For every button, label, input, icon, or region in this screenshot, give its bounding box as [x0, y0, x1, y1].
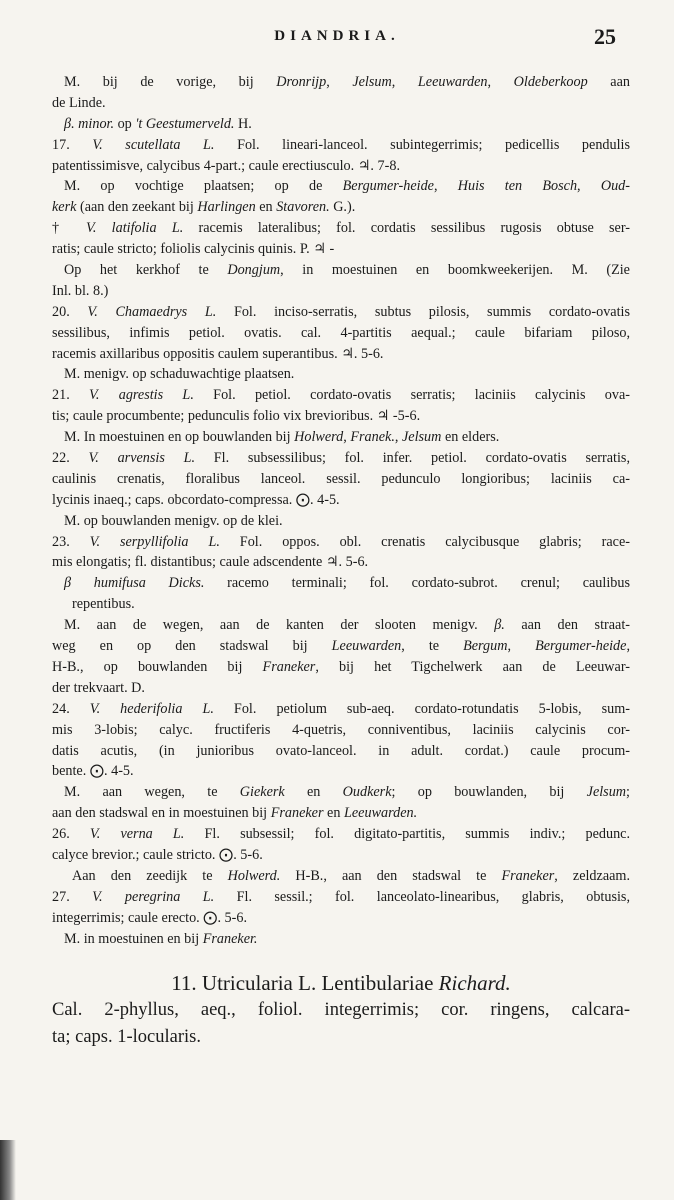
italic-run: V. hederifolia L. [89, 700, 214, 717]
text-line [52, 699, 630, 720]
section-heading-genus: 11. Utricularia L. [171, 971, 322, 996]
italic-run: Jelsum [401, 429, 442, 446]
italic-run: Leeuwarden. [343, 805, 418, 822]
text-run: patentissimisve, calycibus 4-part.; caule erectiusculo. ♃. 7-8. [52, 157, 400, 174]
text-run: 20. [52, 303, 88, 320]
text-run: , [507, 638, 536, 655]
text-run: , [391, 74, 418, 90]
italic-run: 't Geestumerveld. [135, 115, 235, 132]
italic-run: Franeker [501, 867, 555, 884]
text-line [52, 657, 630, 678]
text-line [52, 93, 630, 114]
italic-run: V. serpyllifolia L. [89, 533, 220, 550]
text-line [52, 427, 630, 448]
text-run: ratis; caule stricto; foliolis calycinis quinis. P. ♃ - [52, 241, 335, 258]
text-line [52, 615, 630, 636]
text-run: racemis axillaribus oppositis caulem superantibus. ♃. 5-6. [52, 345, 384, 362]
text-line [52, 741, 630, 762]
body-text [52, 72, 630, 1051]
text-run: 24. [52, 700, 90, 717]
text-run: , bij het Tigchelwerk aan de Leeuwar- [315, 658, 630, 675]
page-number: 25 [594, 24, 616, 49]
text-line [52, 114, 630, 135]
text-run: M. in moestuinen en bij [64, 930, 203, 947]
italic-run: Holwerd. [227, 867, 281, 884]
italic-run: V. agrestis L. [89, 387, 194, 404]
italic-run: V. latifolia L. [86, 220, 184, 237]
text-run: 27. [52, 888, 93, 905]
text-line [52, 720, 630, 741]
text-line [52, 239, 630, 260]
text-run: , [626, 638, 630, 655]
text-run: op [114, 115, 136, 132]
italic-run: Oud- [600, 178, 630, 195]
text-run: Fl. sessil.; fol. lanceolato-linearibus, glabris, obtusis, [214, 888, 630, 905]
text-run: , zeldzaam. [554, 867, 630, 884]
text-line [52, 803, 630, 824]
italic-run: Dronrijp [276, 74, 327, 90]
text-run: en [255, 199, 277, 216]
text-line [52, 344, 630, 365]
text-line [52, 385, 630, 406]
italic-run: V. scutellata L. [92, 136, 215, 153]
text-run: ; op bouwlanden, bij [391, 784, 587, 801]
text-run: , [394, 429, 402, 446]
text-line [52, 469, 630, 490]
text-run: de Linde. [52, 94, 106, 111]
text-run: Fol. petiol. cordato-ovatis serratis; laciniis calycinis ova- [193, 387, 630, 404]
italic-run: Bergum [463, 638, 508, 655]
text-run: 21. [52, 387, 90, 404]
text-run: , [343, 429, 351, 446]
italic-run: Stavoren. [276, 199, 330, 216]
text-line [52, 260, 630, 281]
section-description-line: Cal. 2-phyllus, aeq., foliol. integerrimis; cor. ringens, calcara- [52, 1000, 630, 1021]
text-run: , [433, 178, 458, 195]
text-run: aan den stadswal en in moestuinen bij [52, 805, 271, 822]
page-header [0, 24, 674, 52]
italic-run: V. arvensis L. [88, 450, 196, 467]
text-run: en [323, 805, 344, 822]
italic-run: β humifusa Dicks. [64, 575, 205, 592]
text-run: der trekvaart. D. [52, 679, 145, 696]
text-run: aan den straat- [504, 617, 630, 634]
italic-run: β. [494, 617, 505, 634]
text-run: M. aan wegen, te [64, 784, 240, 801]
text-run: Fol. inciso-serratis, subtus pilosis, summis cordato-ovatis [216, 303, 630, 320]
text-line [52, 281, 630, 302]
italic-run: Leeuwarden [331, 638, 402, 655]
text-run: Fol. petiolum sub-aeq. cordato-rotundatis 5-lobis, sum- [213, 700, 630, 717]
text-line [52, 490, 630, 511]
text-run: Fol. oppos. obl. crenatis calycibusque glabris; race- [219, 533, 630, 550]
text-run: racemo terminali; fol. cordato-subrot. crenul; caulibus [204, 575, 630, 592]
text-run: 17. [52, 136, 93, 153]
text-line [52, 72, 630, 93]
text-line [52, 845, 630, 866]
text-run: Inl. bl. 8.) [52, 282, 109, 299]
text-run: , [487, 74, 514, 90]
italic-run: Oudkerk [342, 784, 392, 801]
text-run: M. bij de vorige, bij [64, 74, 277, 90]
italic-run: Bergumer-heide [535, 638, 627, 655]
text-run: calyce brevior.; caule stricto. ⨀. 5-6. [52, 846, 263, 863]
italic-run: β. minor. [64, 115, 115, 132]
italic-run: Oldeberkoop [513, 74, 588, 90]
text-run: H-B., op bouwlanden bij [52, 658, 263, 675]
section-description [52, 997, 630, 1051]
text-line [52, 887, 630, 908]
italic-run: Jelsum [352, 74, 392, 90]
text-run: Op het kerkhof te [64, 262, 228, 279]
text-run: G.). [329, 199, 356, 216]
text-run: racemis lateralibus; fol. cordatis sessilibus rugosis obtuse ser- [183, 220, 630, 237]
text-line [52, 908, 630, 929]
italic-run: V. verna L. [89, 826, 185, 843]
running-title: DIANDRIA. [274, 28, 400, 44]
text-line [52, 406, 630, 427]
text-line [52, 782, 630, 803]
section-heading-author: Richard. [438, 971, 511, 996]
text-run: mis 3-lobis; calyc. fructiferis 4-quetris, conniventibus, laciniis calycinis cor- [52, 721, 630, 738]
text-line [52, 761, 630, 782]
text-run: H. [234, 115, 252, 132]
text-run: , [326, 74, 353, 90]
text-run: lycinis inaeq.; caps. obcordato-compressa. ⨀. 4-5. [52, 491, 340, 508]
italic-run: Holwerd [294, 429, 344, 446]
text-line [52, 197, 630, 218]
italic-run: Huis ten Bosch [457, 178, 578, 195]
text-run: sessilibus, infimis petiol. ovatis. cal. 4-partitis aequal.; caule bifariam piloso, [52, 324, 630, 341]
text-run: , te [401, 638, 464, 655]
text-run: repentibus. [72, 596, 135, 613]
italic-run: Leeuwarden [417, 74, 488, 90]
italic-run: Jelsum [586, 784, 627, 801]
section-gap [52, 949, 630, 965]
text-run: datis acutis, (in junioribus ovato-lanceol. in adult. cordat.) caule procum- [52, 742, 630, 759]
text-run: 26. [52, 826, 90, 843]
section-heading [52, 969, 630, 997]
text-run: tis; caule procumbente; pedunculis folio vix brevioribus. ♃ -5-6. [52, 408, 421, 425]
section-heading-family: Lentibulariae [321, 971, 439, 996]
italic-run: V. Chamaedrys L. [87, 303, 217, 320]
text-run: Aan den zeedijk te [72, 867, 228, 884]
text-line [52, 156, 630, 177]
page-edge-shadow [0, 1140, 16, 1200]
text-run: caulinis crenatis, floralibus lanceol. sessil. pedunculo longioribus; laciniis ca- [52, 470, 630, 487]
text-run: M. In moestuinen en op bouwlanden bij [64, 429, 295, 446]
text-line [52, 302, 630, 323]
text-line [52, 866, 630, 887]
text-line [52, 594, 630, 615]
text-line [52, 218, 630, 239]
text-line [52, 532, 630, 553]
text-line [52, 678, 630, 699]
text-run: , in moestuinen en boomkweekerijen. M. (Zie [280, 262, 630, 279]
text-run: integerrimis; caule erecto. ⨀. 5-6. [52, 909, 248, 926]
text-run: † [52, 220, 87, 237]
text-run: mis elongatis; fl. distantibus; caule adscendente ♃. 5-6. [52, 554, 369, 571]
italic-run: Franeker [270, 805, 324, 822]
text-run: , [577, 178, 601, 195]
italic-run: Harlingen [197, 199, 256, 216]
text-line [52, 511, 630, 532]
section-description-line: ta; caps. 1-locularis. [52, 1027, 201, 1048]
text-run: ; [626, 784, 630, 801]
text-run: bente. ⨀. 4-5. [52, 763, 134, 780]
text-line [52, 636, 630, 657]
text-line [52, 323, 630, 344]
text-run: M. menigv. op schaduwachtige plaatsen. [64, 366, 295, 383]
text-line [52, 135, 630, 156]
text-run: en [284, 784, 343, 801]
text-run: aan [587, 74, 630, 90]
text-line [52, 929, 630, 950]
italic-run: Giekerk [239, 784, 285, 801]
text-line [52, 573, 630, 594]
text-line [52, 448, 630, 469]
italic-run: V. peregrina L. [92, 888, 215, 905]
text-run: en elders. [441, 429, 500, 446]
text-run: M. op bouwlanden menigv. op de klei. [64, 512, 283, 529]
text-run: Fl. subsessilibus; fol. infer. petiol. cordato-ovatis serratis, [195, 450, 630, 467]
italic-run: Franek. [350, 429, 395, 446]
italic-run: Bergumer-heide [342, 178, 434, 195]
text-run: 23. [52, 533, 90, 550]
text-run: 22. [52, 450, 89, 467]
italic-run: kerk [52, 199, 77, 216]
text-run: Fol. lineari-lanceol. subintegerrimis; pedicellis pendulis [214, 136, 630, 153]
text-line [52, 364, 630, 385]
text-run: M. aan de wegen, aan de kanten der slooten menigv. [64, 617, 495, 634]
text-run: H-B., aan den stadswal te [280, 867, 502, 884]
text-run: M. op vochtige plaatsen; op de [64, 178, 343, 195]
text-line [52, 176, 630, 197]
text-run: Fl. subsessil; fol. digitato-partitis, summis indiv.; pedunc. [184, 826, 630, 843]
italic-run: Dongjum [227, 262, 281, 279]
italic-run: Franeker [262, 658, 316, 675]
text-line [52, 824, 630, 845]
text-run: (aan den zeekant bij [76, 199, 198, 216]
text-run: weg en op den stadswal bij [52, 638, 332, 655]
italic-run: Franeker. [202, 930, 258, 947]
text-line [52, 552, 630, 573]
species-entries [52, 72, 630, 949]
